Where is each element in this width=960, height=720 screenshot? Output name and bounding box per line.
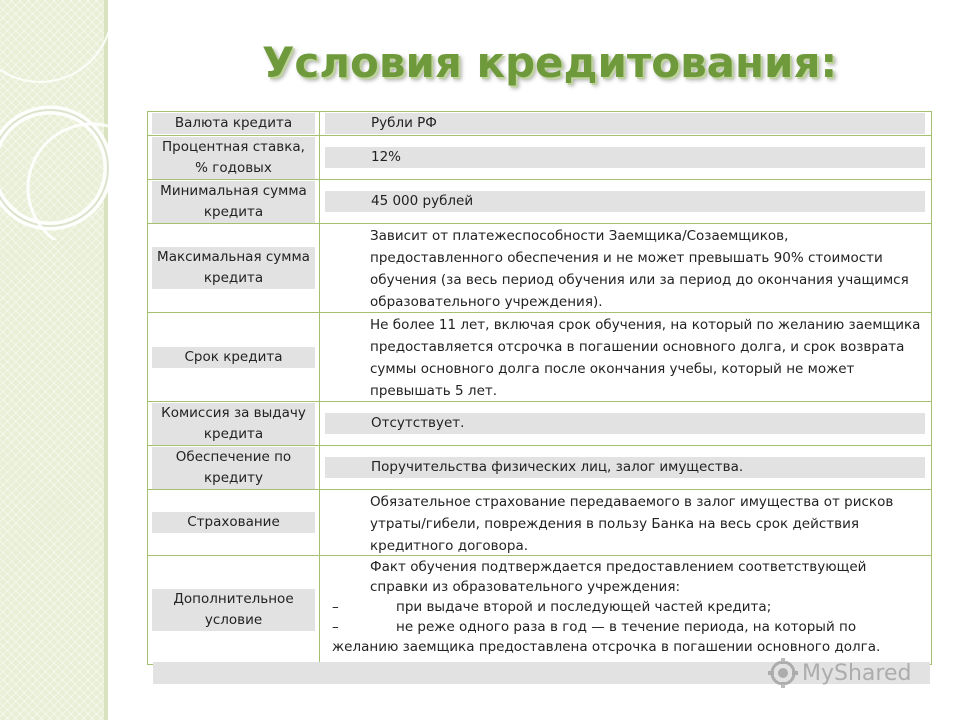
- row-label: Дополнительное условие: [152, 589, 315, 631]
- table-row: [148, 312, 931, 401]
- table-row: [148, 555, 931, 664]
- row-value: 12%: [325, 147, 925, 168]
- row-value-cell: [320, 180, 931, 223]
- row-label: Минимальная сумма кредита: [152, 181, 315, 223]
- table-row: [148, 223, 931, 312]
- list-tail: желанию заемщика предоставлена отсрочка в погашении основного долга.: [332, 639, 881, 655]
- row-paragraph: [320, 556, 931, 657]
- row-value: Обязательное страхование передаваемого в залог имущества от рисков утраты/гибели, повреждения в пользу Банка на весь срок действия кредитного договора.: [370, 493, 894, 554]
- table-row: [148, 489, 931, 555]
- list-item: [324, 617, 925, 637]
- row-label-cell: [148, 446, 320, 489]
- list-text: не реже одного раза в год — в течение периода, на который по: [396, 619, 857, 635]
- row-label: Процентная ставка, % годовых: [152, 137, 315, 179]
- watermark: [768, 658, 911, 688]
- row-value-cell: [320, 556, 931, 664]
- row-label: Максимальная сумма кредита: [152, 247, 315, 289]
- row-label: Обеспечение по кредиту: [152, 447, 315, 489]
- row-value-cell: [320, 446, 931, 489]
- row-label-cell: [148, 556, 320, 664]
- list-text: при выдаче второй и последующей частей кредита;: [396, 599, 772, 615]
- watermark-text: MyShared: [802, 660, 912, 686]
- row-value: Зависит от платежеспособности Заемщика/Созаемщиков, предоставленного обеспечения и не может превышать 90% стоимости обучения (за весь период обучения или за период до окончания учащимся образовательного учреждения).: [370, 228, 909, 310]
- row-paragraph: [320, 489, 931, 557]
- row-value: Поручительства физических лиц, залог имущества.: [325, 457, 925, 478]
- row-value-cell: [320, 313, 931, 401]
- row-value-cell: [320, 490, 931, 555]
- row-paragraph: [320, 223, 931, 313]
- row-value-cell: [320, 402, 931, 445]
- row-value-cell: [320, 224, 931, 312]
- row-label-cell: [148, 402, 320, 445]
- table-row: [148, 401, 931, 445]
- row-label-cell: [148, 180, 320, 223]
- row-value-cell: [320, 136, 931, 179]
- page-title: Условия кредитования:: [262, 38, 838, 87]
- row-label: Валюта кредита: [152, 113, 315, 134]
- row-label-cell: [148, 136, 320, 179]
- table-row: [148, 112, 931, 135]
- row-value: 45 000 рублей: [325, 191, 925, 212]
- row-value: Рубли РФ: [325, 113, 925, 134]
- row-label-cell: [148, 224, 320, 312]
- list-item: [324, 597, 925, 617]
- row-value: Не более 11 лет, включая срок обучения, на который по желанию заемщика предоставляется отсрочка в погашении основного долга, и срок возврата суммы основного долга после окончания учебы, который не может превышать 5 лет.: [370, 317, 921, 399]
- row-label-cell: [148, 112, 320, 135]
- table-row: [148, 445, 931, 489]
- decorative-circles: [0, 0, 140, 240]
- row-label: Страхование: [152, 512, 315, 533]
- credit-conditions-table: [147, 111, 932, 665]
- row-value: Факт обучения подтверждается предоставлением соответствующей справки из образовательного учреждения:: [370, 559, 867, 595]
- row-value-cell: [320, 112, 931, 135]
- table-row: [148, 179, 931, 223]
- list-dash: –: [332, 599, 339, 615]
- myshared-logo-icon: [768, 658, 798, 688]
- row-label: Срок кредита: [152, 347, 315, 368]
- row-paragraph: [320, 312, 931, 402]
- table-row: [148, 135, 931, 179]
- row-label: Комиссия за выдачу кредита: [152, 403, 315, 445]
- row-value: Отсутствует.: [325, 413, 925, 434]
- row-label-cell: [148, 490, 320, 555]
- row-label-cell: [148, 313, 320, 401]
- list-dash: –: [332, 619, 339, 635]
